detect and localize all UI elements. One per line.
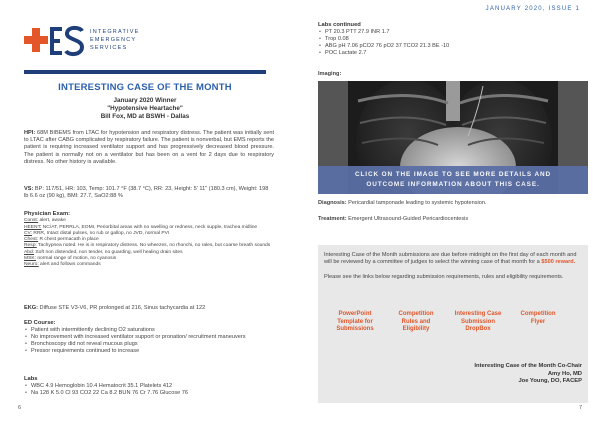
list-item: • Pressor requirements continued to increase: [24, 348, 274, 355]
ekg-label: EKG:: [24, 305, 38, 311]
exam-label: Abd:: [24, 249, 35, 255]
exam-label: MSK:: [24, 255, 36, 261]
list-item: • Patient with intermittently declining O2 saturations: [24, 327, 274, 334]
list-item: • PT 20.3 PTT 27.9 INR 1.7: [318, 29, 588, 36]
treatment-label: Treatment:: [318, 216, 347, 222]
chest-xray-image[interactable]: [318, 81, 588, 194]
submission-info-text: [324, 252, 582, 281]
exam-label: Resp:: [24, 243, 37, 249]
cochair-name: Amy Ho, MD: [547, 370, 582, 377]
case-dropbox-link[interactable]: Interesting Case Submission DropBox: [454, 311, 502, 333]
exam-text: alert and follows commands: [38, 262, 101, 268]
winner-block: [24, 97, 266, 121]
list-item: • Bronchoscopy did not reveal mucous plugs: [24, 341, 274, 348]
banner-line-1: CLICK ON THE IMAGE TO SEE MORE DETAILS AND: [354, 171, 552, 178]
image-details-banner[interactable]: [318, 166, 588, 194]
powerpoint-template-link[interactable]: PowerPoint Template for Submissions: [336, 311, 374, 333]
vitals-text: BP: 117/51, HR: 103, Temp: 101.7 °F (38.7 °C), RR: 23, Height: 5' 11" (180.3 cm), Weight: 198 lb 6.6 oz (90 kg), BMI: 27.7, SaO2:88 %: [24, 186, 269, 200]
exam-text: R chest permacath in place: [38, 237, 99, 243]
ekg-paragraph: [24, 305, 274, 312]
logo-line-1: INTEGRATIVE: [90, 29, 140, 35]
ekg-text: Diffuse STE V3-V6, PR prolonged at 216, Sinus tachycardia at 122: [39, 305, 206, 311]
winner-author: Bill Fox, MD at BSWH - Dallas: [100, 113, 190, 120]
links-intro: Please see the links below regarding submission requirements, rules and eligibility requirements.: [324, 273, 564, 280]
case-title: INTERESTING CASE OF THE MONTH: [58, 82, 232, 93]
submission-info-box: [318, 245, 588, 403]
diagnosis-label: Diagnosis:: [318, 200, 347, 206]
list-item: • POC Lactate 2.7: [318, 50, 588, 57]
competition-flyer-link[interactable]: Competition Flyer: [520, 311, 556, 325]
page-number-right: 7: [578, 405, 582, 411]
vitals-label: VS:: [24, 186, 34, 192]
cochair-name: Joe Young, DO, FACEP: [518, 378, 582, 384]
exam-heading: Physician Exam:: [24, 211, 71, 217]
list-item: • No improvement with increased ventilator support or pronation/ recruitment maneuvers: [24, 334, 274, 341]
logo-line-2: EMERGENCY: [90, 37, 137, 43]
imaging-label: Imaging:: [318, 71, 342, 77]
logo-line-3: SERVICES: [90, 45, 128, 51]
exam-label: Const:: [24, 218, 39, 224]
exam-text: NC/AT, PERRLA, EOMI, Periorbital areas with no swelling or redness, neck supple, trachea midline: [41, 224, 258, 230]
submission-paragraph: [324, 252, 582, 267]
exam-label: Neuro:: [24, 262, 39, 268]
labs-continued-heading: Labs continued: [318, 22, 361, 28]
list-item: • Na 128 K 5.0 Cl 93 CO2 22 Ca 8.2 BUN 76 Cr 7.76 Glucose 76: [24, 390, 274, 397]
treatment-text: Emergent Ultrasound-Guided Pericardiocentesis: [346, 216, 469, 222]
diagnosis-text: Pericardial tamponade leading to systemic hypotension.: [346, 200, 487, 206]
ed-course-heading: ED Course:: [24, 320, 56, 326]
treatment: [318, 216, 588, 223]
vitals-paragraph: [24, 186, 274, 200]
labs-continued-list: [318, 29, 588, 57]
hpi-label: HPI:: [24, 130, 36, 136]
ies-logo-text: [90, 28, 139, 52]
exam-label: HEENT:: [24, 224, 42, 230]
ed-course: [24, 320, 274, 355]
physician-exam: [24, 211, 274, 269]
ed-course-list: [24, 327, 274, 355]
cochair-title: Interesting Case of the Month Co-Chair: [474, 363, 582, 369]
hpi-text: 68M BIBEMS from LTAC for hypotension and respiratory distress. The patient was initially sent to LTAC after CABG complicated by respiratory failure. The patient is nonverbal, but EMS reports the patient is requiring increased ventilator support and has progressively decreased blood pressure. The patient is normally not on a ventilator but has been on a vent for 2 days due to respiratory distress. No other history is available.: [24, 130, 275, 165]
winner-month: January 2020 Winner: [113, 97, 177, 104]
reward-amount: $500 reward.: [541, 259, 576, 266]
labs: [24, 376, 274, 397]
labs-heading: Labs: [24, 376, 38, 382]
ies-logo: [24, 24, 154, 58]
case-name: "Hypotensive Heartache": [107, 105, 183, 112]
exam-text: RRR, Intact distal pulses, no rub or gallop, no JVD, normal PVI: [31, 230, 170, 236]
right-page: [300, 0, 600, 424]
diagnosis: [318, 200, 588, 207]
list-item: • WBC 4.9 Hemoglobin 10.4 Hematocrit 35.1 Platelets 412: [24, 383, 274, 390]
ies-logo-mark: [24, 24, 86, 58]
exam-label: CV:: [24, 230, 32, 236]
exam-text: Tachypnea noted. He is in respiratory distress. No wheezes, no rhonchi, no rales, but coarse breath sounds: [36, 243, 271, 249]
exam-text: Soft non distended, non tender, no guarding, well healing drain sites: [34, 249, 183, 255]
submission-text: Interesting Case of the Month submissions are due before midnight on the first day of each month and will be reviewed by a committee of judges to select the winning case of that month for a: [324, 252, 577, 266]
page-number-left: 6: [18, 405, 22, 411]
exam-item: [24, 262, 274, 268]
exam-text: alert, awake: [38, 218, 66, 224]
banner-line-2: OUTCOME INFORMATION ABOUT THIS CASE.: [366, 181, 540, 188]
list-item: • Trop 0.08: [318, 36, 588, 43]
labs-list: [24, 383, 274, 397]
competition-rules-link[interactable]: Competition Rules and Eligibility: [398, 311, 434, 333]
labs-continued: [318, 22, 588, 57]
title-rule: [24, 70, 266, 74]
exam-label: Chest:: [24, 237, 39, 243]
list-item: • ABG pH 7.06 pCO2 76 pO2 37 TCO2 21.3 BE -10: [318, 43, 588, 50]
exam-text: normal range of motion, no cyanosis: [35, 255, 117, 261]
hpi-paragraph: [24, 130, 274, 166]
cochair-block: [474, 363, 582, 386]
issue-label: JANUARY 2020, ISSUE 1: [485, 6, 580, 12]
